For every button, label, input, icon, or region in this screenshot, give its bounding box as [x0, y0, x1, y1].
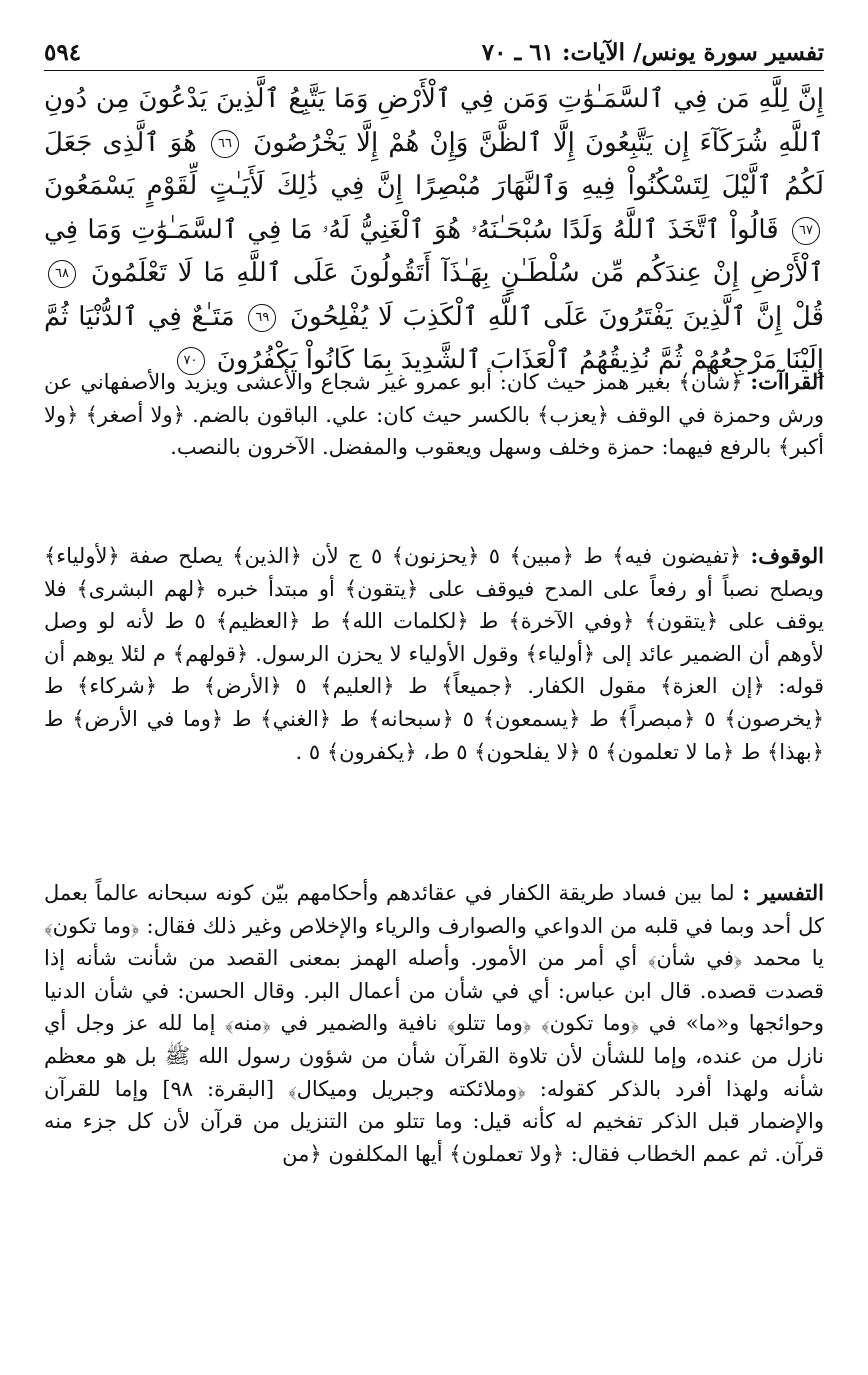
- qiraat-section: [44, 366, 824, 464]
- verse-69-text: قُلْ إِنَّ ٱلَّذِينَ يَفْتَرُونَ عَلَى ٱللَّهِ ٱلْكَذِبَ لَا يُفْلِحُونَ: [290, 301, 825, 332]
- qiraat-heading: القراآت:: [750, 369, 824, 394]
- waqf-heading: الوقوف:: [750, 543, 824, 568]
- verse-67-text: هُوَ ٱلَّذِى جَعَلَ لَكُمُ ٱلَّيْلَ لِتَسْكُنُواْ فِيهِ وَٱلنَّهَارَ مُبْصِرًا إِنَّ فِي ذَٰلِكَ لَأَيَـٰتٍ لِّقَوْمٍ يَسْمَعُونَ: [44, 127, 824, 201]
- waqf-section: [44, 540, 824, 768]
- verse-68-text: قَالُواْ ٱتَّخَذَ ٱللَّهُ وَلَدًا سُبْحَـٰنَهُۥ هُوَ ٱلْغَنِيُّ لَهُۥ مَا فِي ٱلسَّمَـٰوَٰتِ وَمَا فِي ٱلْأَرْضِ إِنْ عِندَكُم مِّن سُلْطَـٰنٍ بِهَـٰذَآ أَتَقُولُونَ عَلَى ٱللَّهِ مَا لَا تَعْلَمُونَ: [44, 214, 824, 288]
- quran-passage: [44, 78, 824, 383]
- page-number: ٥٩٤: [44, 39, 82, 66]
- qiraat-body: ﴿شأن﴾ بغير همز حيث كان: أبو عمرو غير شجاع والأعشى ويزيد والأصفهاني عن ورش وحمزة في الوقف ﴿يعزب﴾ بالكسر حيث كان: علي. الباقون بالضم. ﴿ولا أصغر﴾ ﴿ولا أكبر﴾ بالرفع فيهما: حمزة وخلف وسهل ويعقوب والمفضل. الآخرون بالنصب.: [44, 370, 824, 460]
- tafsir-body: لما بين فساد طريقة الكفار في عقائدهم وأحكامهم بيّن كونه سبحانه عالماً بعمل كل أحد وبما في قلبه من الدواعي والصوارف والرياء والإخلاص وغير ذلك فقال: ﴿وما تكون﴾ يا محمد ﴿في شأن﴾ أي أمر من الأمور. وأصله الهمز بمعنى القصد من شأنت شأنه إذا قصدت قصده. قال ابن عباس: أي في شأن من أعمال البر. وقال الحسن: في شأن الدنيا وحوائجها و«ما» في ﴿وما تكون﴾ ﴿وما تتلو﴾ نافية والضمير في ﴿منه﴾ إما لله عز وجل أي نازل من عنده، وإما للشأن لأن تلاوة القرآن شأن من شؤون رسول الله ﷺ بل هو معظم شأنه ولهذا أفرد بالذكر كقوله: ﴿وملائكته وجبريل وميكال﴾ [البقرة: ٩٨] وإما للقرآن والإضمار قبل الذكر تفخيم له كأنه قيل: وما تتلو من التنزيل من قرآن لأن كل جزء منه قرآن. ثم عمم الخطاب فقال: ﴿ولا تعملون﴾ أيها المكلفون ﴿من: [44, 881, 824, 1166]
- ayah-number-marker: ٦٦: [211, 130, 239, 158]
- page-header: [44, 26, 824, 71]
- tafsir-section: [44, 877, 824, 1170]
- verse-70-text: مَتَـٰعٌ فِي ٱلدُّنْيَا ثُمَّ إِلَيْنَا مَرْجِعُهُمْ ثُمَّ نُذِيقُهُمُ ٱلْعَذَابَ ٱلشَّدِيدَ بِمَا كَانُواْ يَكْفُرُونَ: [44, 301, 824, 375]
- ayah-number-marker: ٦٨: [48, 260, 76, 288]
- waqf-body: ﴿تفيضون فيه﴾ ط ﴿مبين﴾ ٥ ﴿يحزنون﴾ ٥ ج لأن ﴿الذين﴾ يصلح صفة ﴿لأولياء﴾ ويصلح نصباً أو رفعاً على المدح فيوقف على ﴿يتقون﴾ أو مبتدأ خبره ﴿لهم البشرى﴾ فلا يوقف على ﴿يتقون﴾ ﴿وفي الآخرة﴾ ط ﴿لكلمات الله﴾ ط ﴿العظيم﴾ ٥ ط لأنه لو وصل لأوهم أن الضمير عائد إلى ﴿أولياء﴾ وقول الأولياء لا يحزن الرسول. ﴿قولهم﴾ م لئلا يوهم أن قوله: ﴿إن العزة﴾ مقول الكفار. ﴿جميعاً﴾ ط ﴿العليم﴾ ٥ ﴿الأرض﴾ ط ﴿شركاء﴾ ط ﴿يخرصون﴾ ٥ ﴿مبصراً﴾ ط ﴿يسمعون﴾ ٥ ﴿سبحانه﴾ ط ﴿الغني﴾ ط ﴿وما في الأرض﴾ ط ﴿بهذا﴾ ط ﴿ما لا تعلمون﴾ ٥ ﴿لا يفلحون﴾ ٥ ط، ﴿يكفرون﴾ ٥ .: [44, 544, 825, 764]
- verse-66-text: إِنَّ لِلَّهِ مَن فِي ٱلسَّمَـٰوَٰتِ وَمَن فِي ٱلْأَرْضِ وَمَا يَتَّبِعُ ٱلَّذِينَ يَدْعُونَ مِن دُونِ ٱللَّهِ شُرَكَآءَ إِن يَتَّبِعُونَ إِلَّا ٱلظَّنَّ وَإِنْ هُمْ إِلَّا يَخْرُصُونَ: [44, 84, 825, 158]
- ayah-number-marker: ٧٠: [177, 347, 205, 375]
- ayah-number-marker: ٦٩: [248, 304, 276, 332]
- running-title: تفسير سورة يونس/ الآيات: ٦١ ـ ٧٠: [481, 39, 824, 66]
- tafsir-heading: التفسير :: [742, 880, 824, 905]
- ayah-number-marker: ٦٧: [792, 217, 820, 245]
